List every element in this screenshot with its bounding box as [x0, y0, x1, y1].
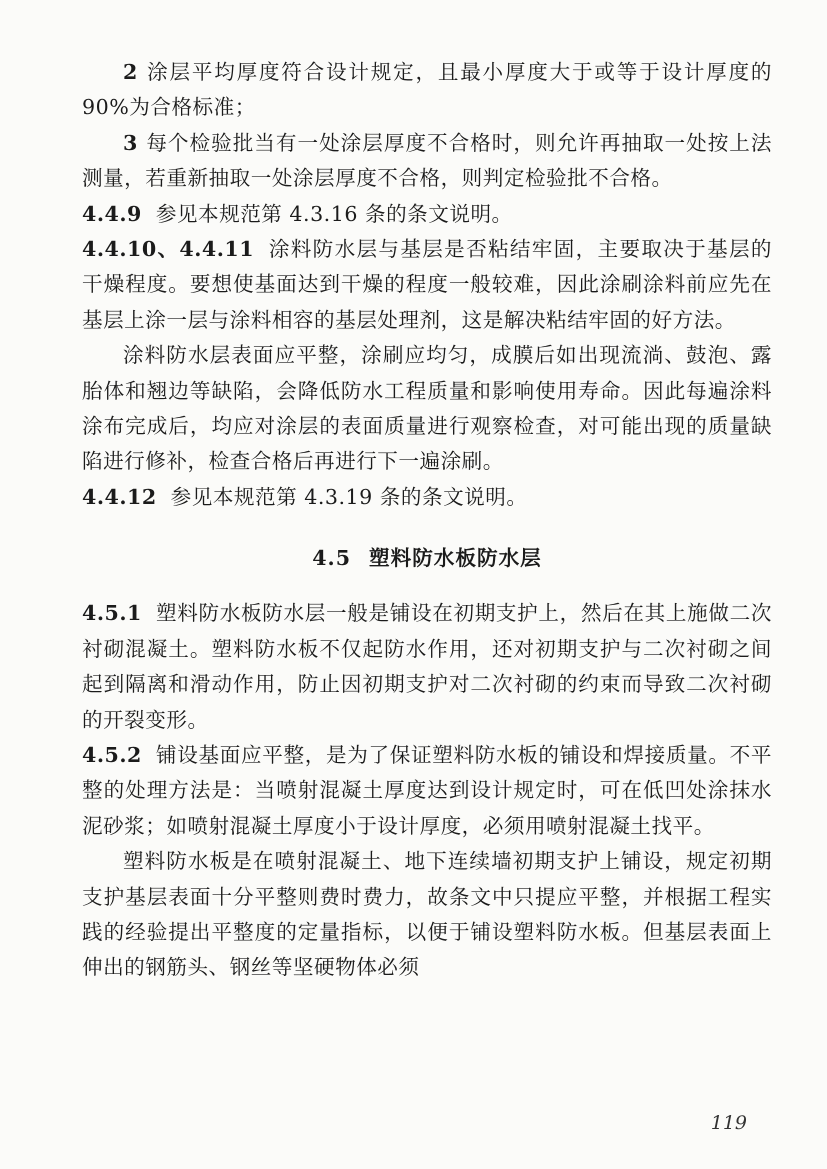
list-item-2	[82, 55, 772, 126]
clause-4-5-1	[82, 596, 772, 738]
clause-number: 4.4.9	[82, 201, 142, 226]
paragraph-text: 涂料防水层表面应平整，涂刷应均匀，成膜后如出现流淌、鼓泡、露胎体和翘边等缺陷，会降低防水工程质量和影响使用寿命。因此每遍涂料涂布完成后，均应对涂层的表面质量进行观察检查，对可能出现的质量缺陷进行修补，检查合格后再进行下一遍涂刷。	[82, 343, 772, 474]
section-title-text: 塑料防水板防水层	[369, 546, 542, 571]
clause-text: 塑料防水板防水层一般是铺设在初期支护上，然后在其上施做二次衬砌混凝土。塑料防水板不仅起防水作用，还对初期支护与二次衬砌之间起到隔离和滑动作用，防止因初期支护对二次衬砌的约束而导致二次衬砌的开裂变形。	[82, 601, 772, 732]
clause-text: 铺设基面应平整，是为了保证塑料防水板的铺设和焊接质量。不平整的处理方法是：当喷射混凝土厚度达到设计规定时，可在低凹处涂抹水泥砂浆；如喷射混凝土厚度小于设计厚度，必须用喷射混凝土找平。	[82, 742, 772, 838]
clause-number: 4.4.10、4.4.11	[82, 237, 255, 262]
paragraph	[82, 338, 772, 480]
document-page	[82, 55, 772, 986]
clause-number: 4.5.2	[82, 742, 142, 767]
clause-number: 4.5.1	[82, 601, 142, 626]
section-heading	[82, 541, 772, 571]
list-item-number: 3	[123, 130, 138, 155]
clause-text: 涂料防水层与基层是否粘结牢固，主要取决于基层的干燥程度。要想使基面达到干燥的程度一般较难，因此涂刷涂料前应先在基层上涂一层与涂料相容的基层处理剂，这是解决粘结牢固的好方法。	[82, 237, 773, 332]
clause-4-5-2	[82, 738, 772, 844]
paragraph	[82, 844, 772, 986]
page-number: 119	[710, 1112, 747, 1134]
list-item-number: 2	[123, 60, 138, 84]
clause-number: 4.4.12	[82, 484, 157, 509]
clause-text: 参见本规范第 4.3.16 条的条文说明。	[155, 201, 513, 226]
clause-4-4-10-11	[82, 232, 772, 338]
list-item-text: 每个检验批当有一处涂层厚度不合格时，则允许再抽取一处按上法测量，若重新抽取一处涂层厚度不合格，则判定检验批不合格。	[82, 130, 772, 191]
list-item-3	[82, 126, 772, 197]
clause-4-4-12	[82, 480, 772, 515]
paragraph-text: 塑料防水板是在喷射混凝土、地下连续墙初期支护上铺设，规定初期支护基层表面十分平整则费时费力，故条文中只提应平整，并根据工程实践的经验提出平整度的定量指标，以便于铺设塑料防水板。但基层表面上伸出的钢筋头、钢丝等坚硬物体必须	[82, 849, 772, 980]
list-item-text: 涂层平均厚度符合设计规定，且最小厚度大于或等于设计厚度的 90%为合格标准；	[82, 60, 772, 120]
section-number: 4.5	[312, 546, 352, 571]
clause-4-4-9	[82, 197, 772, 232]
clause-text: 参见本规范第 4.3.19 条的条文说明。	[170, 484, 528, 509]
